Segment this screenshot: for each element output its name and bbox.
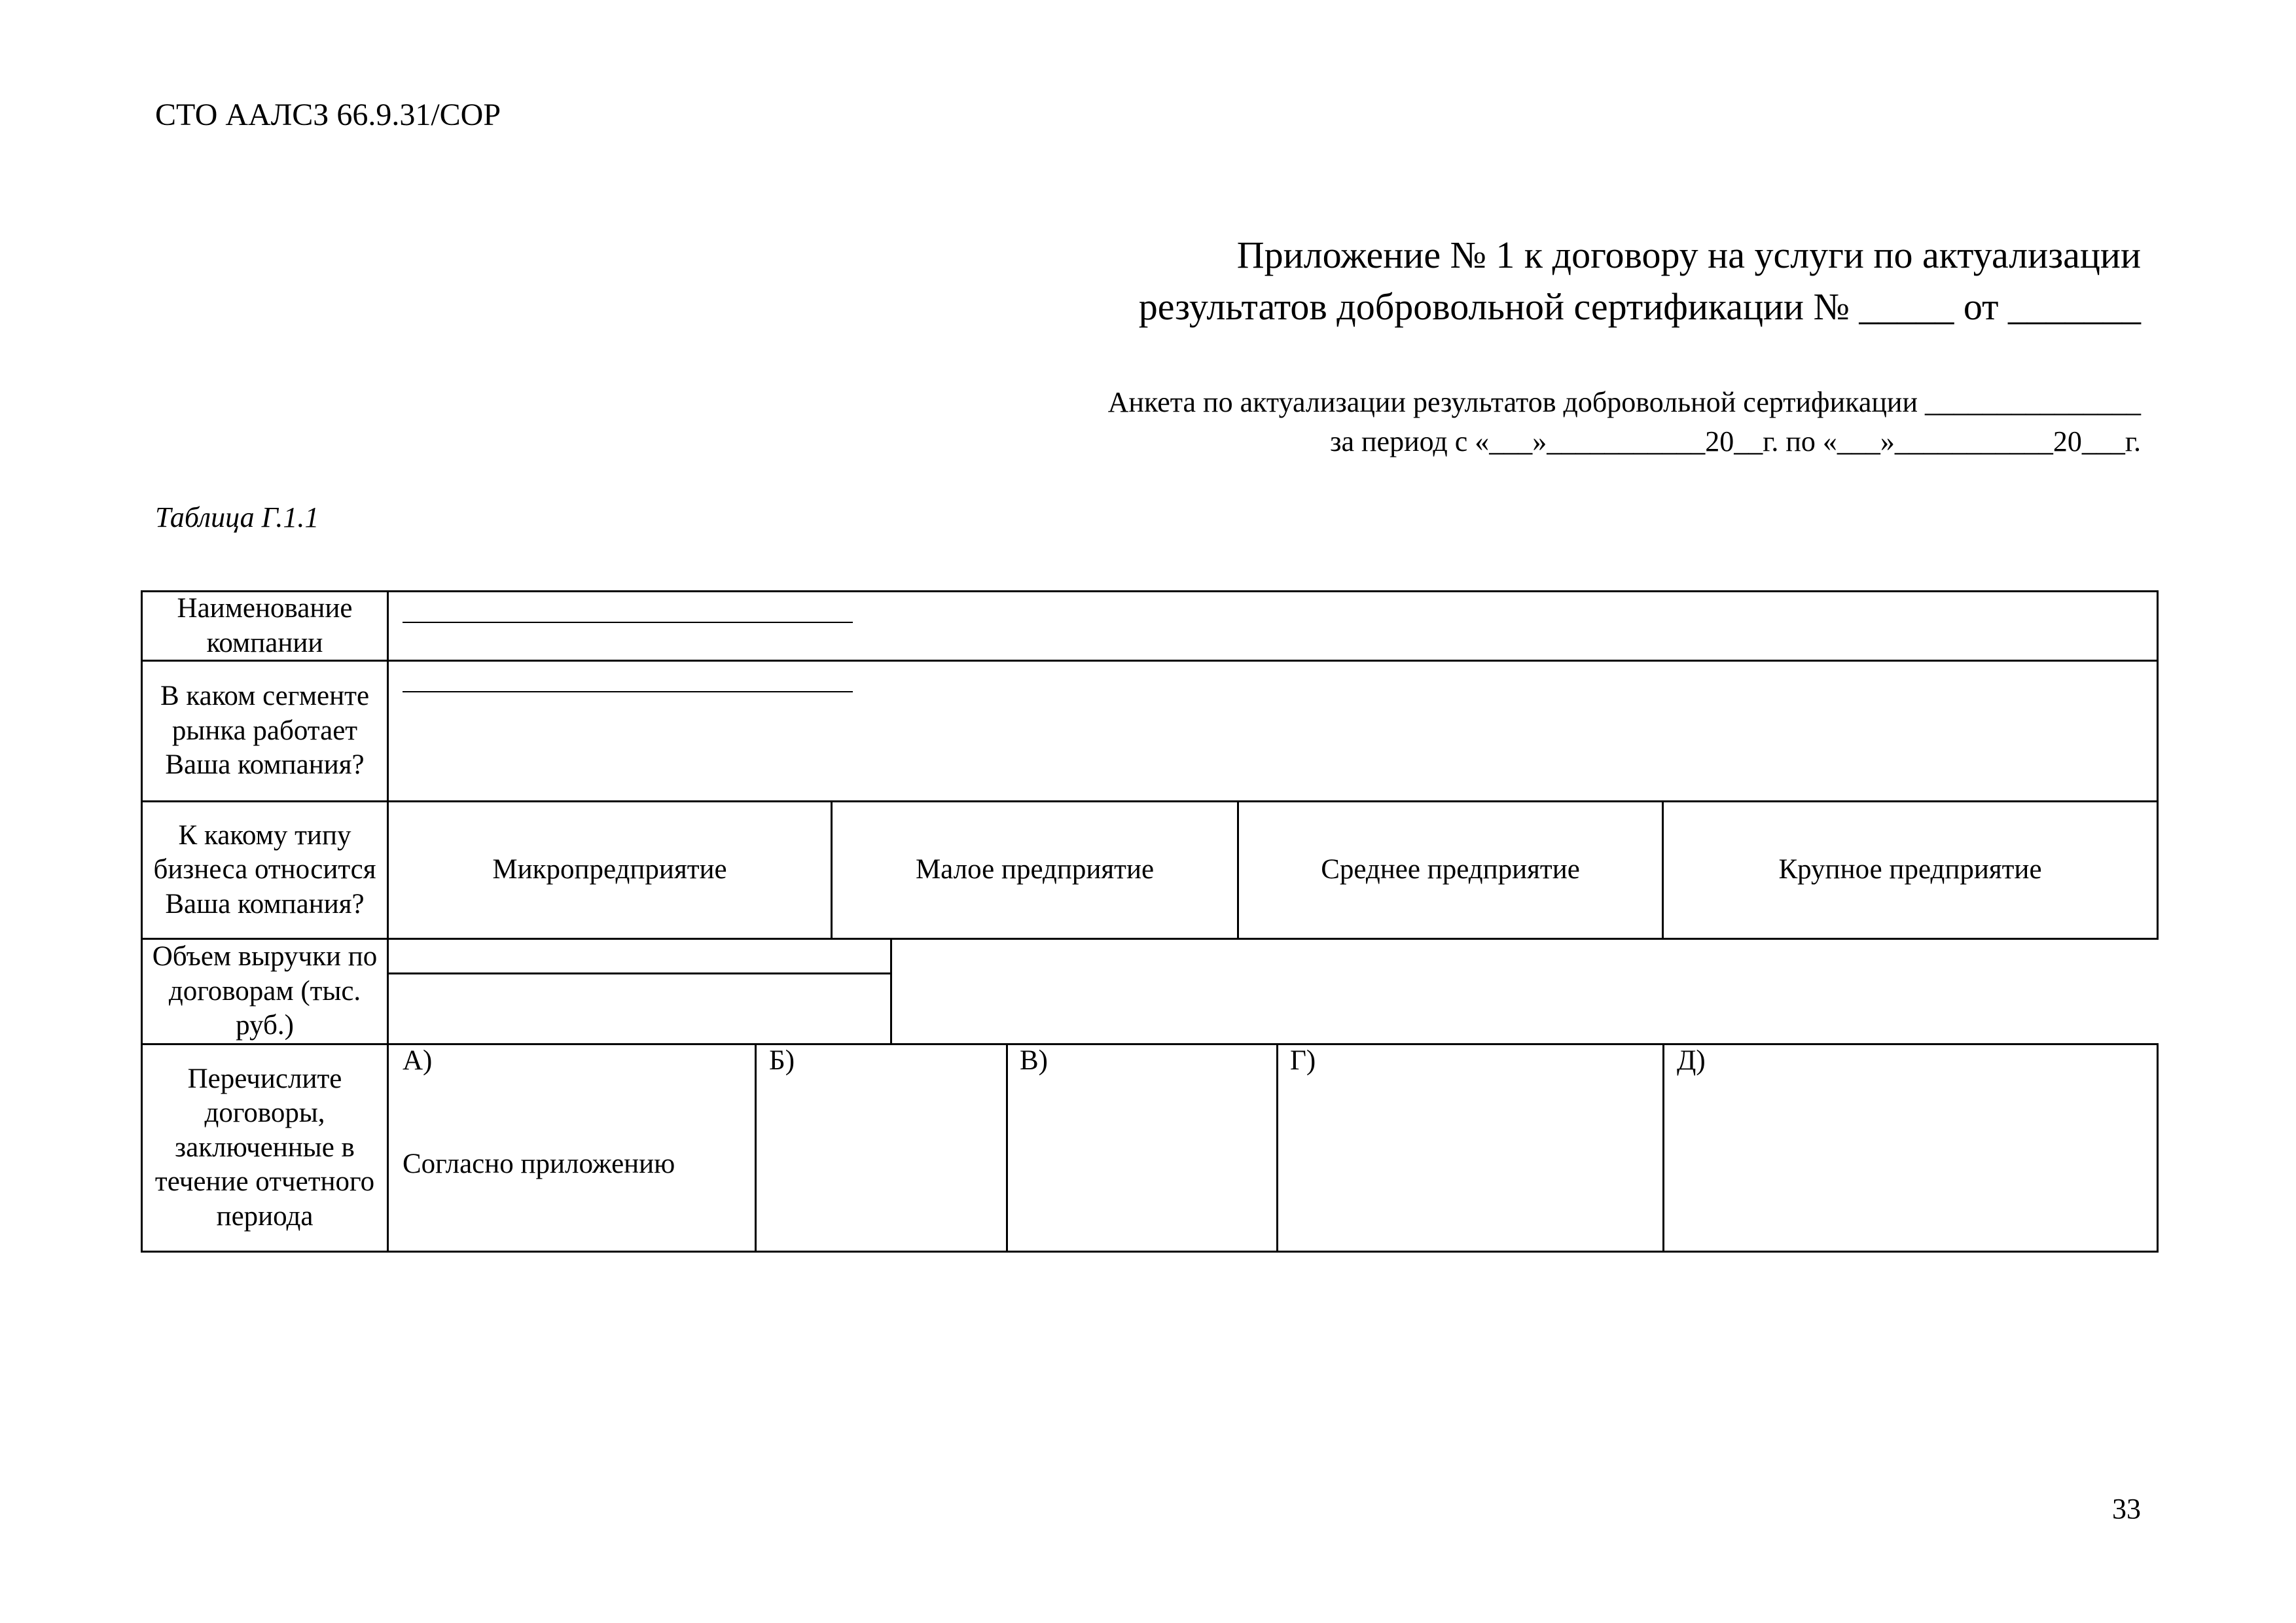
table-border-top — [141, 590, 2159, 592]
row-divider — [141, 1043, 2159, 1045]
contract-column-d: Д) — [1677, 1045, 1706, 1076]
row-divider — [141, 660, 2159, 662]
company-name-field[interactable] — [403, 622, 853, 623]
appendix-line-2: результатов добровольной сертификации № _____ от _______ — [1138, 285, 2141, 328]
market-segment-field[interactable] — [403, 691, 853, 692]
contracts-note: Согласно приложению — [403, 1149, 675, 1179]
survey-line-1: Анкета по актуализации результатов добровольной сертификации _______________ — [1107, 386, 2141, 418]
page-number: 33 — [2112, 1493, 2141, 1525]
contract-column-divider — [1662, 1043, 1664, 1253]
option-medium[interactable]: Среднее предприятие — [1321, 854, 1580, 885]
contract-column-divider — [1276, 1043, 1278, 1253]
table-border-right-upper — [2157, 590, 2159, 938]
company-name-label: Наименование компании — [177, 593, 353, 658]
contract-column-divider — [755, 1043, 757, 1253]
business-type-label: К какому типу бизнеса относится Ваша компания? — [153, 819, 376, 919]
revenue-field-1[interactable] — [389, 940, 890, 972]
survey-line-2: за период с «___»___________20__г. по «___»___________20___г. — [1330, 425, 2141, 457]
option-large[interactable]: Крупное предприятие — [1778, 854, 2042, 885]
contract-column-g: Г) — [1290, 1045, 1316, 1076]
appendix-title — [1139, 229, 2141, 332]
appendix-line-1: Приложение № 1 к договору на услуги по актуализации — [1236, 234, 2141, 276]
option-micro[interactable]: Микропредприятие — [492, 854, 727, 885]
contract-column-b: Б) — [769, 1045, 795, 1076]
table-caption: Таблица Г.1.1 — [155, 501, 319, 533]
table-border-bottom — [141, 1251, 2159, 1253]
market-segment-label: В каком сегменте рынка работает Ваша компания? — [160, 681, 370, 781]
contracts-label: Перечислите договоры, заключенные в течение отчетного периода — [154, 1063, 375, 1232]
contract-column-a: А) — [403, 1045, 433, 1076]
contract-column-divider — [1006, 1043, 1008, 1253]
revenue-box-right — [890, 938, 892, 1045]
contract-column-v: В) — [1020, 1045, 1048, 1076]
option-small[interactable]: Малое предприятие — [915, 854, 1155, 885]
revenue-field-2[interactable] — [389, 974, 890, 1043]
survey-title — [1108, 383, 2141, 461]
table-border-right-lower — [2157, 1043, 2159, 1253]
document-code: СТО ААЛСЗ 66.9.31/СОР — [155, 98, 501, 132]
revenue-label: Объем выручки по договорам (тыс. руб.) — [152, 941, 378, 1041]
